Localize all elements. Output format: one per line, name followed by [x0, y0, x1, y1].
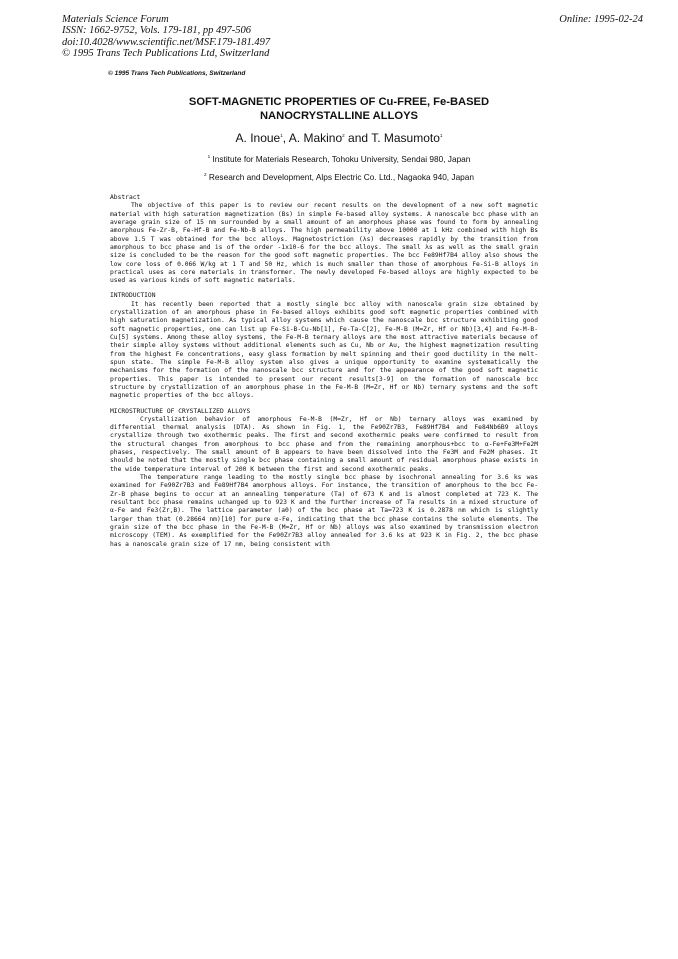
affiliation-text: Research and Development, Alps Electric Co. Ltd., Nagaoka 940, Japan: [208, 172, 475, 182]
copyright-line: © 1995 Trans Tech Publications Ltd, Switzerland: [62, 47, 270, 59]
abstract-heading: Abstract: [110, 194, 141, 201]
title-line-1: SOFT-MAGNETIC PROPERTIES OF Cu-FREE, Fe-BASED: [188, 96, 490, 108]
introduction-paragraph: It has recently been reported that a mostly single bcc alloy with nanoscale grain size obtained by crystallization of an amorphous phase in Fe-based alloys exhibits good soft magnetic properties combined with high saturation magnetization. As typical alloy systems which cause the nanoscale bcc structure exhibiting good soft magnetic properties, one can list up Fe-Si-B-Cu-Nb[1], Fe-Ta-C[2], Fe-M-B (M=Zr, Hf or Nb)[3,4] and Fe-M-B-Cu[5] systems. Among these alloy systems, the Fe-M-B ternary alloys are the most attractive materials because of their simple alloy systems without additional elements such as Cu, Nb or Au, the highest magnetization resulting from the highest Fe concentrations, easy glass formation by melt spinning and their good ductility in the melt-spun state. The simple Fe-M-B alloy system also gives a unique opportunity to examine systematically the mechanisms for the formation of the nanoscale bcc structure and for the appearance of the good soft magnetic properties. This paper is intended to present our recent results[3-9] on the formation of nanoscale bcc structure by crystallization of an amorphous phase in the Fe-M-B (M=Zr, Hf or Nb) ternary systems and the soft magnetic properties of the bcc alloys.: [110, 300, 538, 400]
doi-link[interactable]: doi:10.4028/www.scientific.net/MSF.179-181.497: [62, 36, 271, 48]
original-copyright: © 1995 Trans Tech Publications, Switzerland: [108, 70, 246, 77]
author-name: A. Makino: [288, 131, 343, 145]
publication-metadata: [62, 14, 270, 59]
microstructure-paragraph-1: Crystallization behavior of amorphous Fe-M-B (M=Zr, Hf or Nb) ternary alloys was examined by differential thermal analysis (DTA). As shown in Fig. 1, the Fe90Zr7B3, Fe89Hf7B4 and Fe84Nb6B9 alloys crystallize through two exothermic peaks. The first and second exothermic peaks were confirmed to result from the structural changes from amorphous to bcc phase and from the remaining amorphous+bcc to α-Fe+Fe3M+Fe2M phases, respectively. The small amount of B appears to have been dissolved into the Fe3M and Fe2M phases. It should be noted that the mostly single bcc phase containing a small amount of residual amorphous phase exists in the wide temperature interval of 200 K between the first and second exothermic peaks.: [110, 415, 538, 473]
abstract-paragraph: The objective of this paper is to review our recent results on the development of a new soft magnetic material with high saturation magnetization (Bs) in simple Fe-based alloy systems. A nanoscale bcc phase with an average grain size of 15 nm surrounded by a small amount of an amorphous phase was found to form by annealing amorphous Fe-Zr-B, Fe-Hf-B and Fe-Nb-B alloys. The high permeability above 10000 at 1 kHz combined with high Bs above 1.5 T was obtained for the bcc alloys. Magnetostriction (λs) decreases rapidly by the transition from amorphous to bcc phase and is of the order -1x10-6 for the bcc alloys. The small λs as well as the small grain size is concluded to be the reason for the good soft magnetic properties. The bcc Fe89Hf7B4 alloy also shows the low core loss of 0.066 W/kg at 1 T and 50 Hz, which is much smaller than those of amorphous Fe-Si-B alloys in practical uses as core materials in transformer. The newly developed Fe-based alloys are highly expected to be used as various kinds of soft magnetic materials.: [110, 202, 538, 285]
online-date: Online: 1995-02-24: [559, 14, 643, 25]
affiliation-number: 2: [203, 172, 207, 178]
author-separator: ,: [282, 131, 289, 145]
author-name: A. Inoue: [235, 131, 281, 145]
affiliation-text: Institute for Materials Research, Tohoku University, Sendai 980, Japan: [212, 154, 471, 164]
paper-title: [0, 95, 678, 123]
introduction-heading: INTRODUCTION: [110, 292, 156, 300]
affiliation-marker: 1: [439, 133, 443, 138]
microstructure-paragraph-2: The temperature range leading to the mostly single bcc phase by isochronal annealing for 3.6 ks was examined for Fe90Zr7B3 and Fe89Hf7B4 amorphous alloys. For instance, the transition of amorphous to the bcc Fe-Zr-B phase begins to occur at an annealing temperature (Ta) of 673 K and is almost completed at 723 K. The resultant bcc phase remains uchanged up to 923 K and the further increase of Ta results in a mixed structure of α-Fe and Fe3(Zr,B). The lattice parameter (a0) of the bcc phase at Ta=723 K is 0.2878 nm which is slightly larger than that (0.28664 nm)[10] for pure α-Fe, indicating that the bcc phase contains the solute elements. The grain size of the bcc phase in the Fe-M-B (M=Zr, Hf or Nb) alloys was also examined by transmission electron microscopy (TEM). As exemplified for the Fe90Zr7B3 alloy annealed for 3.6 ks at 923 K in Fig. 2, the bcc phase has a nanoscale grain size of 17 nm, being consistent with: [110, 474, 538, 548]
author-list: [0, 131, 678, 145]
affiliation-1: [0, 154, 678, 164]
issn-line: ISSN: 1662-9752, Vols. 179-181, pp 497-506: [62, 25, 251, 37]
affiliation-2: [0, 172, 678, 182]
affiliation-marker: 2: [342, 133, 345, 138]
microstructure-heading: MICROSTRUCTURE OF CRYSTALLIZED ALLOYS: [110, 407, 251, 415]
affiliation-number: 1: [207, 154, 211, 160]
paper-body: [110, 194, 538, 549]
author-name: T. Masumoto: [371, 131, 440, 145]
affiliation-marker: 1: [280, 133, 283, 138]
author-separator: and: [344, 131, 372, 145]
journal-name: Materials Science Forum: [62, 14, 169, 25]
title-line-2: NANOCRYSTALLINE ALLOYS: [259, 110, 419, 122]
